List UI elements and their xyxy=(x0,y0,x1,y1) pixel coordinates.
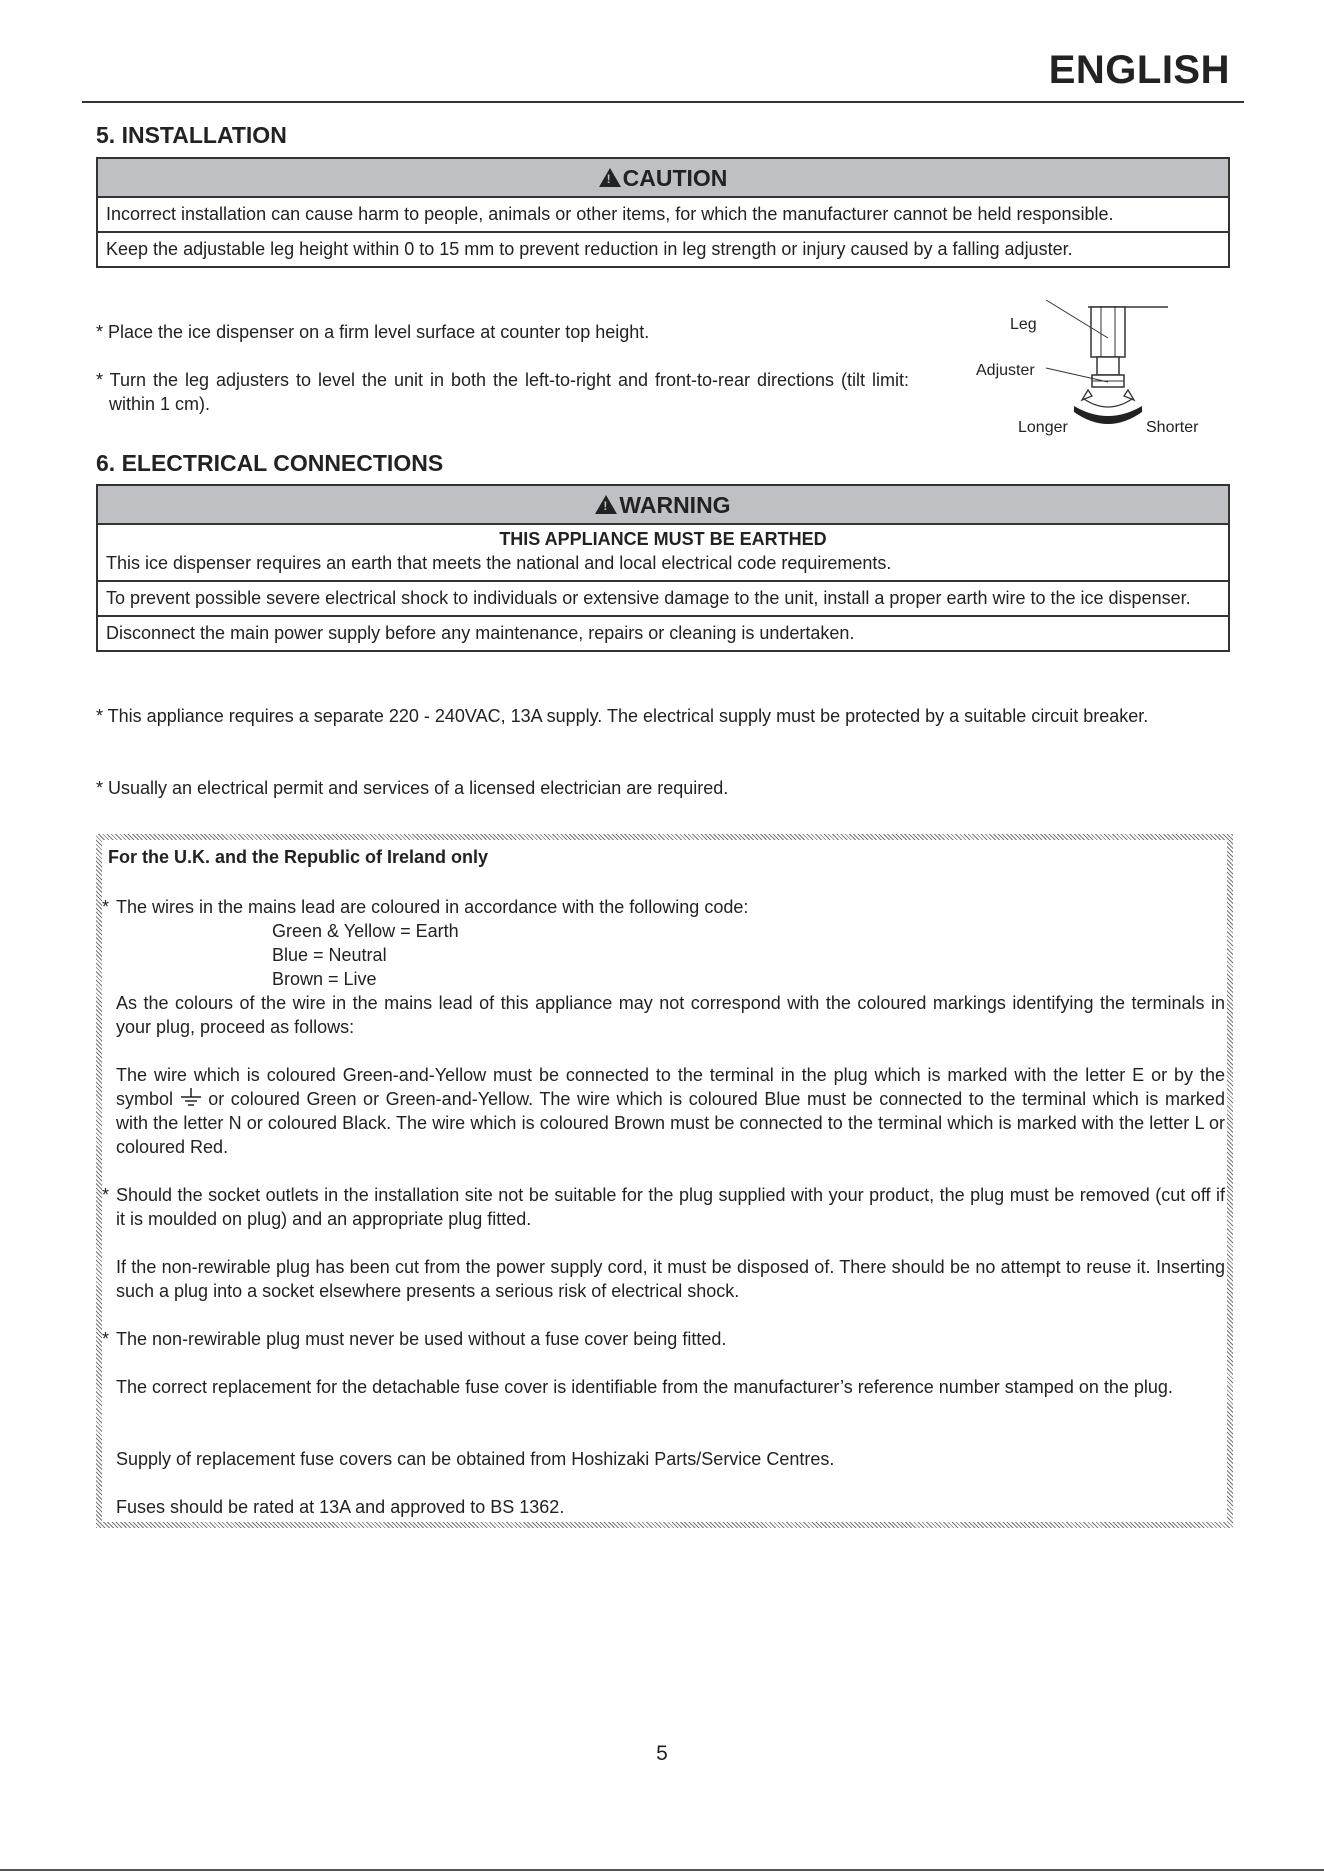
shorter-label: Shorter xyxy=(1146,419,1199,436)
warning-header xyxy=(98,486,1228,525)
bullet-star: * xyxy=(102,897,110,917)
uk-green-yellow-para xyxy=(116,1063,1225,1159)
warning-title: WARNING xyxy=(619,492,731,518)
page-language-title: ENGLISH xyxy=(1048,48,1230,92)
warning-row xyxy=(98,525,1228,580)
page-number: 5 xyxy=(656,1742,668,1765)
leg-adjuster-diagram xyxy=(970,300,1220,440)
uk-replacement-para: The correct replacement for the detachable fuse cover is identifiable from the manufacturer’s reference number stamped on the plug. xyxy=(116,1377,1173,1397)
wire-code: Green & Yellow = Earth xyxy=(272,921,459,941)
uk-non-rewirable-para: If the non-rewirable plug has been cut from the power supply cord, it must be disposed of. There should be no attempt to reuse it. Inserting such a plug into a socket elsewhere presents a serious risk of electrical shock. xyxy=(116,1257,1225,1301)
uk-fuse-cover-para: The non-rewirable plug must never be used without a fuse cover being fitted. xyxy=(116,1329,727,1349)
earth-symbol-icon xyxy=(180,1088,202,1108)
warning-box xyxy=(96,484,1230,652)
longer-label: Longer xyxy=(1018,419,1068,436)
bullet-item: * This appliance requires a separate 220 - 240VAC, 13A supply. The electrical supply must be protected by a suitable circuit breaker. xyxy=(96,706,1149,726)
warning-row-text: This ice dispenser requires an earth that meets the national and local electrical code requirements. xyxy=(106,553,892,573)
warning-triangle-icon xyxy=(599,168,621,187)
bullet-item: * Turn the leg adjusters to level the unit in both the left-to-right and front-to-rear directions (tilt limit: within 1 cm). xyxy=(96,370,909,414)
uk-box-title: For the U.K. and the Republic of Ireland only xyxy=(108,847,489,867)
uk-wires-intro: The wires in the mains lead are coloured in accordance with the following code: xyxy=(116,897,749,917)
caution-title: CAUTION xyxy=(622,165,728,191)
caution-row: Incorrect installation can cause harm to people, animals or other items, for which the manufacturer cannot be held responsible. xyxy=(106,204,1114,224)
uk-supply-para: Supply of replacement fuse covers can be obtained from Hoshizaki Parts/Service Centres. xyxy=(116,1449,835,1469)
bullet-item: * Place the ice dispenser on a firm level surface at counter top height. xyxy=(96,322,650,342)
wire-code: Brown = Live xyxy=(272,969,377,989)
uk-green-yellow-text-b: or coloured Green or Green-and-Yellow. The wire which is coloured Blue must be connected to the terminal which is marked with the letter N or coloured Black. The wire which is coloured Brown must be connected to the terminal which is marked with the letter L or coloured Red. xyxy=(116,1089,1225,1157)
bullet-item: * Usually an electrical permit and services of a licensed electrician are required. xyxy=(96,778,729,798)
caution-box xyxy=(96,157,1230,268)
uk-colours-note: As the colours of the wire in the mains lead of this appliance may not correspond with the coloured markings identifying the terminals in your plug, proceed as follows: xyxy=(116,993,1225,1037)
bullet-star: * xyxy=(102,1329,110,1349)
installation-heading: 5. INSTALLATION xyxy=(96,122,287,148)
uk-green-yellow-text-a: The wire which is coloured Green-and-Yellow must be connected to the terminal in the plug which is marked with the letter E or by the symbol xyxy=(116,1065,1225,1109)
warning-row: To prevent possible severe electrical shock to individuals or extensive damage to the unit, install a proper earth wire to the ice dispenser. xyxy=(98,580,1228,615)
uk-socket-para: Should the socket outlets in the installation site not be suitable for the plug supplied with your product, the plug must be removed (cut off if it is moulded on plug) and an appropriate plug fitted. xyxy=(116,1185,1225,1229)
warning-triangle-icon xyxy=(595,495,617,514)
leg-label: Leg xyxy=(1010,316,1037,333)
adjuster-label: Adjuster xyxy=(976,362,1035,379)
bottom-divider xyxy=(0,1869,1324,1871)
wire-code: Blue = Neutral xyxy=(272,945,387,965)
caution-header xyxy=(98,159,1228,198)
electrical-heading: 6. ELECTRICAL CONNECTIONS xyxy=(96,450,444,476)
top-divider xyxy=(82,101,1244,103)
caution-row: Keep the adjustable leg height within 0 to 15 mm to prevent reduction in leg strength or injury caused by a falling adjuster. xyxy=(98,231,1228,266)
uk-ireland-box xyxy=(96,834,1233,1528)
warning-subtitle: THIS APPLIANCE MUST BE EARTHED xyxy=(499,529,827,549)
uk-fuses-para: Fuses should be rated at 13A and approved to BS 1362. xyxy=(116,1497,565,1517)
warning-row: Disconnect the main power supply before any maintenance, repairs or cleaning is undertaken. xyxy=(98,615,1228,650)
bullet-star: * xyxy=(102,1185,110,1205)
